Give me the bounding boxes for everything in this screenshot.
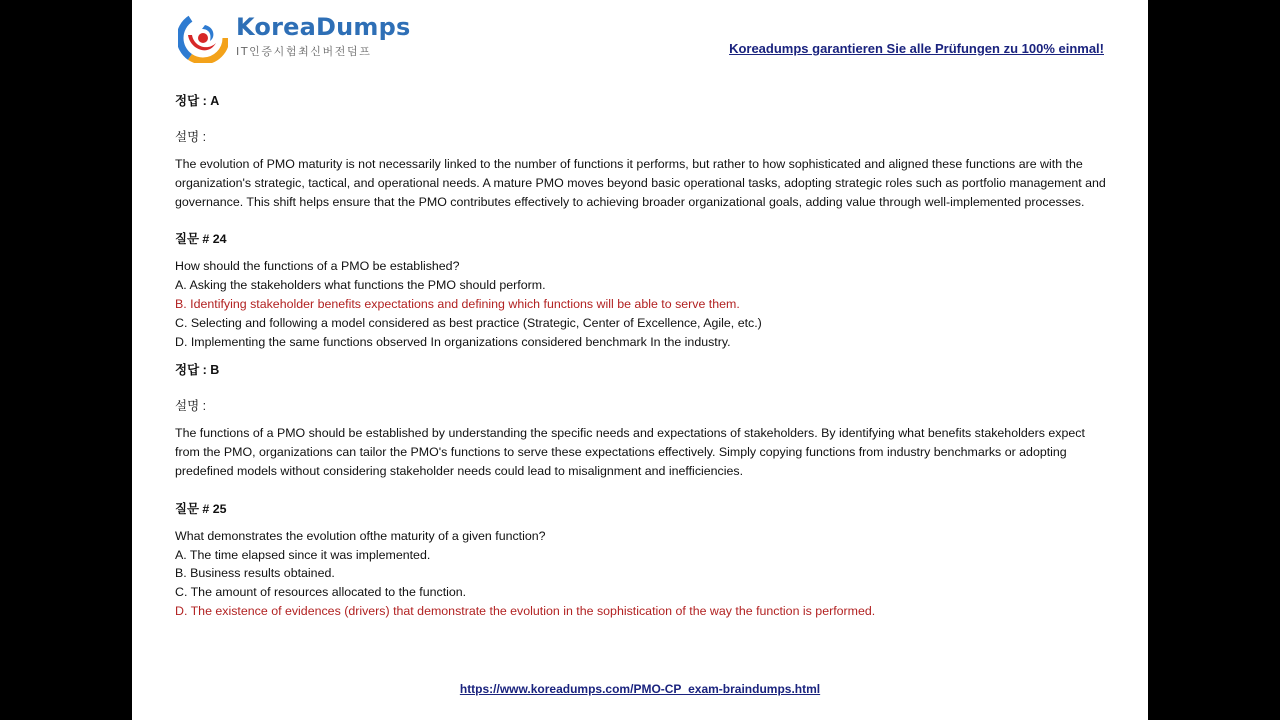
explanation-label: 설명 : [175,130,207,144]
option-a: A. The time elapsed since it was implemented. [175,547,431,562]
option-c: C. Selecting and following a model considered as best practice (Strategic, Center of Excellence, Agile, etc.) [175,315,762,330]
brand-swirl-icon [178,13,228,63]
main-content [175,92,1110,621]
brand-subtitle: IT인증시험최신버전덤프 [236,45,372,58]
option-d-correct: D. The existence of evidences (drivers) that demonstrate the evolution in the sophistication of the way the function is performed. [175,603,876,618]
document-page [132,0,1148,720]
question-heading: 질문 # 25 [175,501,227,516]
question-text: What demonstrates the evolution ofthe maturity of a given function? [175,528,546,543]
option-c: C. The amount of resources allocated to the function. [175,585,467,600]
answer-label: 정답 : A [175,94,220,108]
answer-label: 정답 : B [175,363,220,378]
option-a: A. Asking the stakeholders what functions the PMO should perform. [175,278,546,293]
option-b: B. Business results obtained. [175,566,335,581]
option-b-correct: B. Identifying stakeholder benefits expectations and defining which functions will be able to serve them. [175,296,740,311]
question-text: How should the functions of a PMO be established? [175,259,460,274]
explanation-text: The evolution of PMO maturity is not necessarily linked to the number of functions it performs, but rather to how sophisticated and aligned these functions are with the organization's strategic, tactical, and operational needs. A mature PMO moves beyond basic operational tasks, adopting strategic roles such as portfolio management and governance. This shift helps ensure that the PMO contributes effectively to achieving broader organizational goals, adding value through well-implemented processes. [175,157,1106,209]
explanation-text: The functions of a PMO should be established by understanding the specific needs and expectations of stakeholders. By identifying what benefits stakeholders expect from the PMO, organizations can tailor the PMO's functions to serve these expectations effectively. Simply copying functions from industry benchmarks or adopting predefined models without considering stakeholder needs could lead to misalignment and inefficiencies. [175,426,1085,478]
promo-link[interactable]: Koreadumps garantieren Sie alle Prüfungen zu 100% einmal! [729,41,1104,56]
footer-url-link[interactable]: https://www.koreadumps.com/PMO-CP_exam-braindumps.html [459,682,821,696]
brand-name: KoreaDumps [236,13,411,41]
koreadumps-logo[interactable] [178,13,410,63]
explanation-label: 설명 : [175,399,207,414]
option-d: D. Implementing the same functions observed In organizations considered benchmark In the industry. [175,334,731,349]
question-heading: 질문 # 24 [175,232,227,247]
